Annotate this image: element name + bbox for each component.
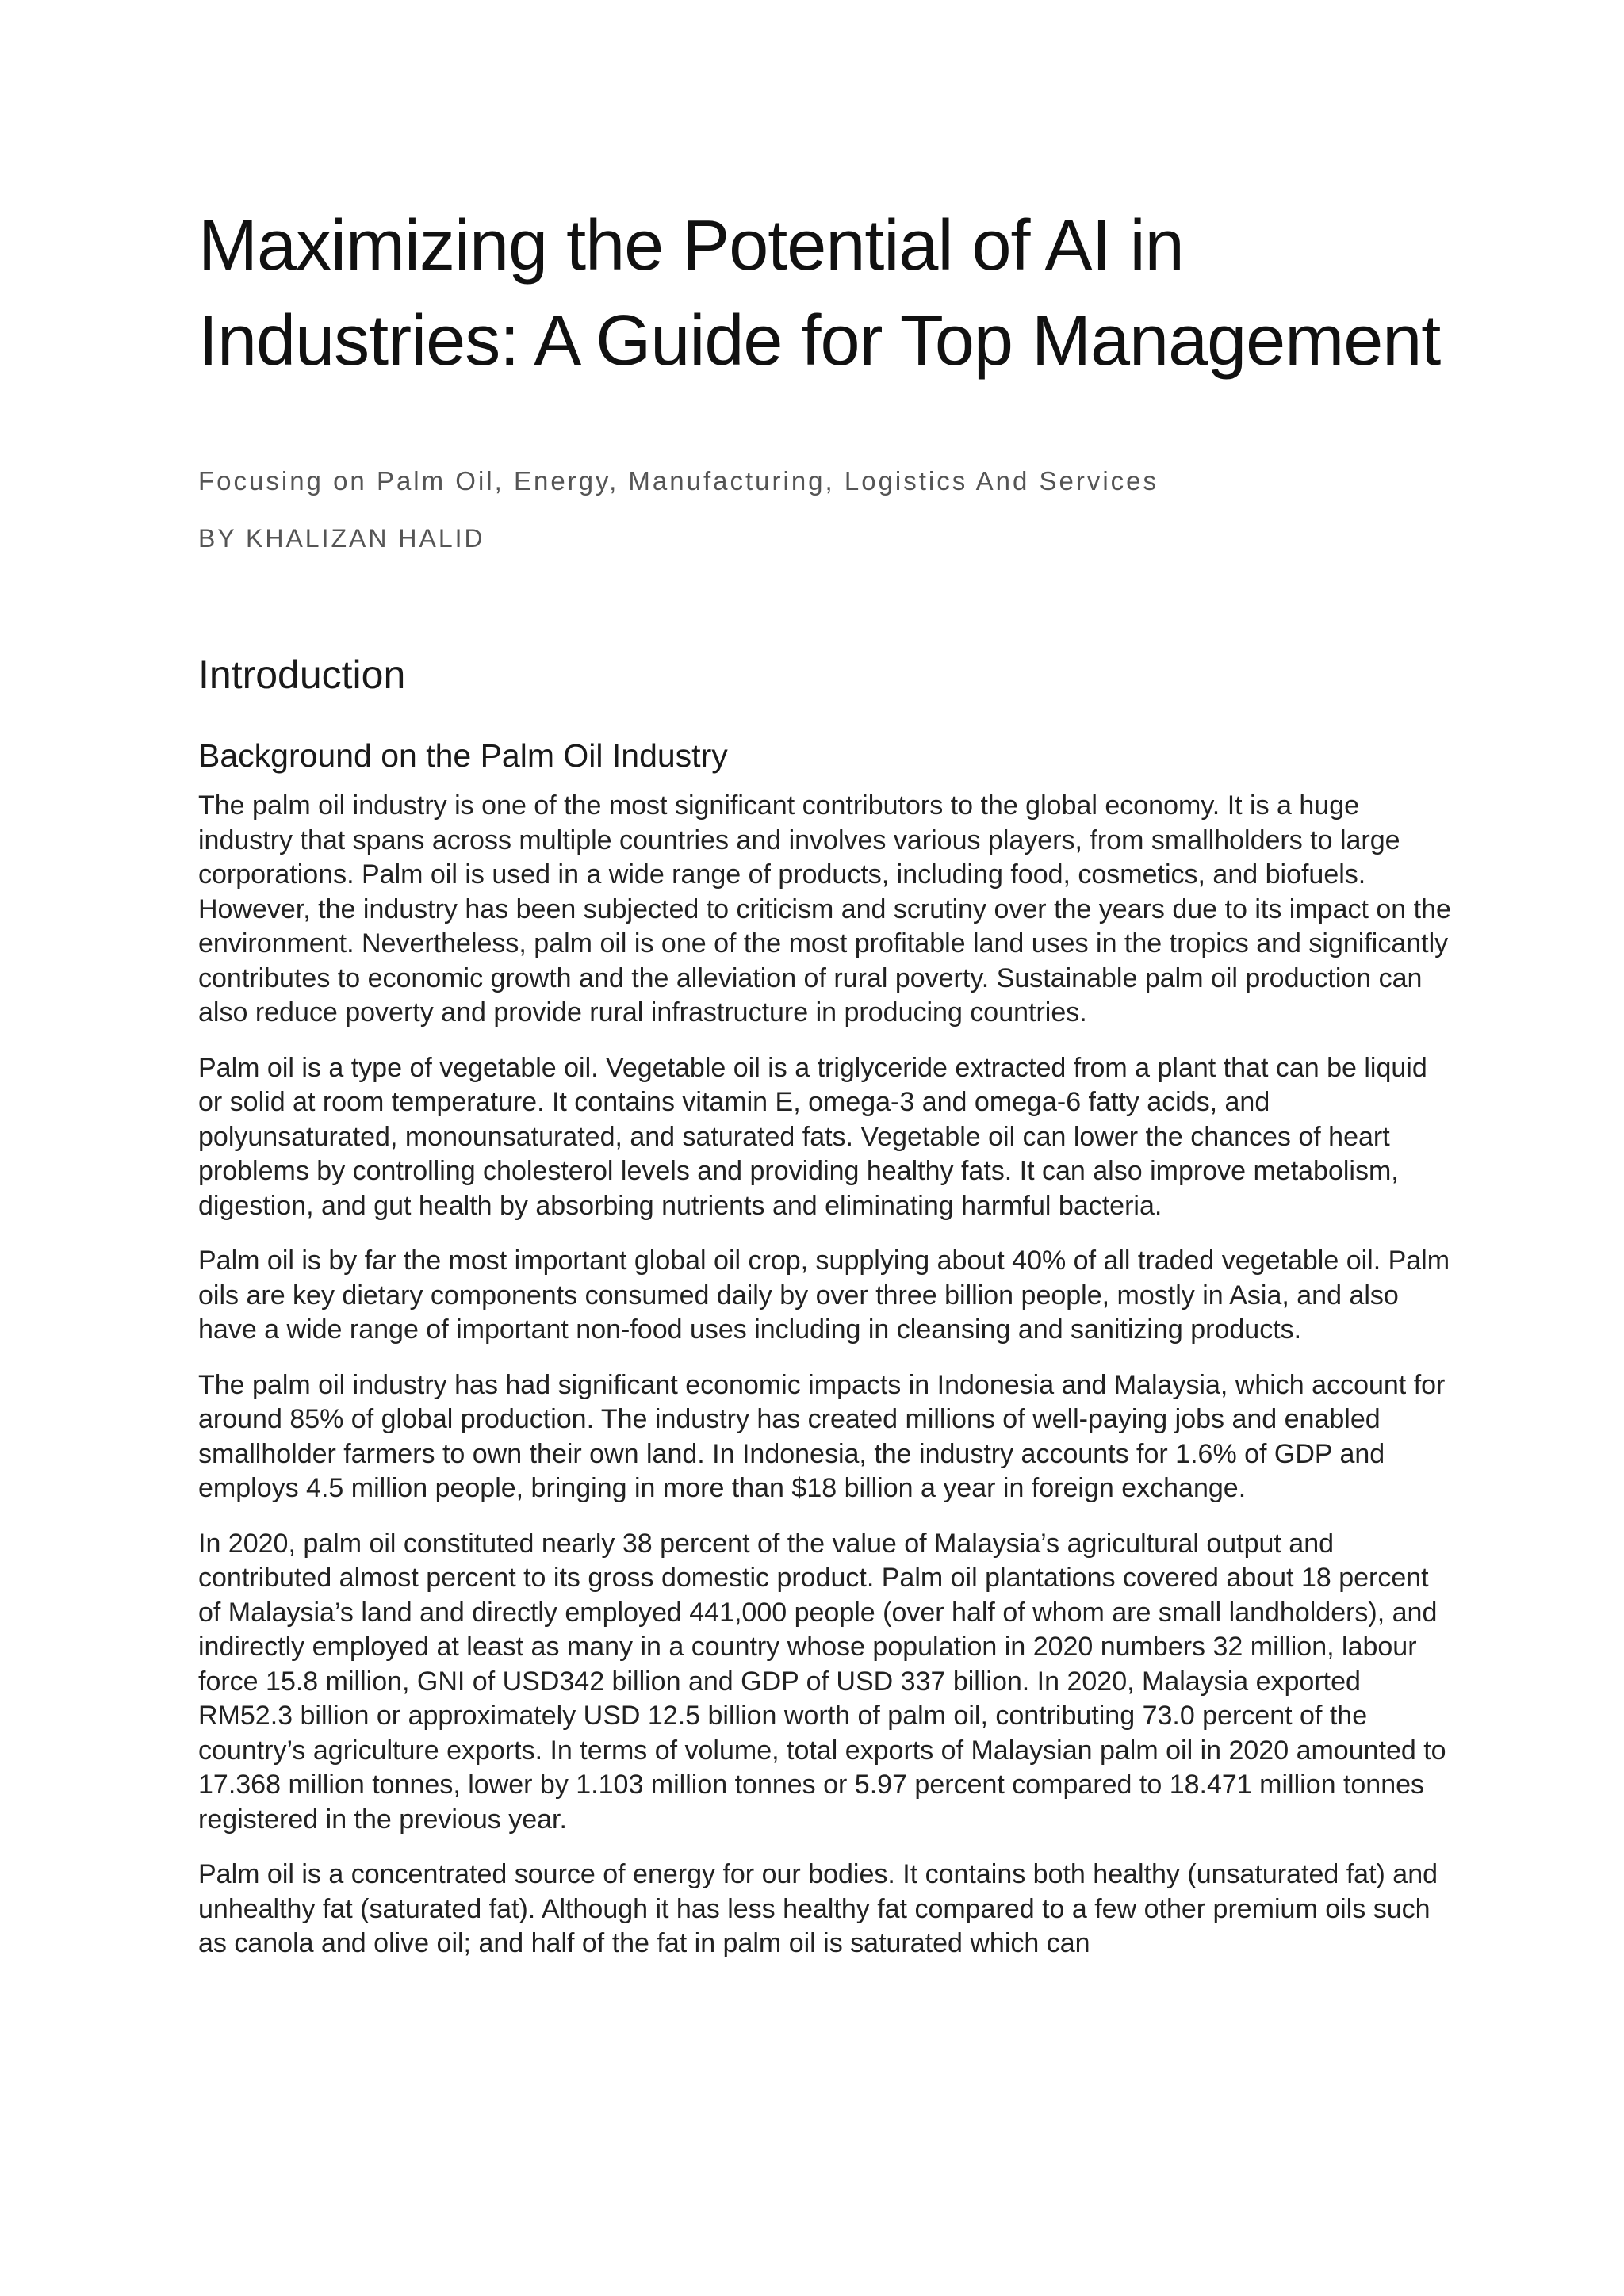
section-heading: Introduction (198, 652, 406, 697)
document-body (198, 198, 1451, 1961)
paragraph: Palm oil is a type of vegetable oil. Vegetable oil is a triglyceride extracted from a plant that can be liquid or solid at room temperature. It contains vitamin E, omega-3 and omega-6 fatty acids, and polyunsaturated, monounsaturated, and saturated fats. Vegetable oil can lower the chances of heart problems by controlling cholesterol levels and providing healthy fats. It can also improve metabolism, digestion, and gut health by absorbing nutrients and eliminating harmful bacteria. (198, 1052, 1427, 1221)
document-title: Maximizing the Potential of AI in Industries: A Guide for Top Management (198, 206, 1441, 381)
paragraph: The palm oil industry has had significant economic impacts in Indonesia and Malaysia, which account for around 85% of global production. The industry has created millions of well-paying jobs and enabled smallholder farmers to own their own land. In Indonesia, the industry accounts for 1.6% of GDP and employs 4.5 million people, bringing in more than $18 billion a year in foreign exchange. (198, 1369, 1446, 1503)
document-author: BY KHALIZAN HALID (198, 524, 485, 553)
paragraph: In 2020, palm oil constituted nearly 38 percent of the value of Malaysia’s agricultural output and contributed almost percent to its gross domestic product. Palm oil plantations covered about 18 percent of Malaysia’s land and directly employed 441,000 people (over half of whom are small landholders), and indirectly employed at least as many in a country whose population in 2020 numbers 32 million, labour force 15.8 million, GNI of USD342 billion and GDP of USD 337 billion. In 2020, Malaysia exported RM52.3 billion or approximately USD 12.5 billion worth of palm oil, contributing 73.0 percent of the country’s agriculture exports. In terms of volume, total exports of Malaysian palm oil in 2020 amounted to 17.368 million tonnes, lower by 1.103 million tonnes or 5.97 percent compared to 18.471 million tonnes registered in the previous year. (198, 1528, 1446, 1835)
paragraph: The palm oil industry is one of the most significant contributors to the global economy. It is a huge industry that spans across multiple countries and involves various players, from smallholders to large corporations. Palm oil is used in a wide range of products, including food, cosmetics, and biofuels. However, the industry has been subjected to criticism and scrutiny over the years due to its impact on the environment. Nevertheless, palm oil is one of the most profitable land uses in the tropics and significantly contributes to economic growth and the alleviation of rural poverty. Sustainable palm oil production can also reduce poverty and provide rural infrastructure in producing countries. (198, 790, 1451, 1027)
section-subheading: Background on the Palm Oil Industry (198, 737, 728, 774)
document-subtitle: Focusing on Palm Oil, Energy, Manufacturing, Logistics And Services (198, 466, 1159, 496)
paragraph: Palm oil is a concentrated source of energy for our bodies. It contains both healthy (unsaturated fat) and unhealthy fat (saturated fat). Although it has less healthy fat compared to a few other premium oils such as canola and olive oil; and half of the fat in palm oil is saturated which can (198, 1859, 1438, 1958)
paragraph: Palm oil is by far the most important global oil crop, supplying about 40% of all traded vegetable oil. Palm oils are key dietary components consumed daily by over three billion people, mostly in Asia, and also have a wide range of important non-food uses including in cleansing and sanitizing products. (198, 1246, 1450, 1345)
